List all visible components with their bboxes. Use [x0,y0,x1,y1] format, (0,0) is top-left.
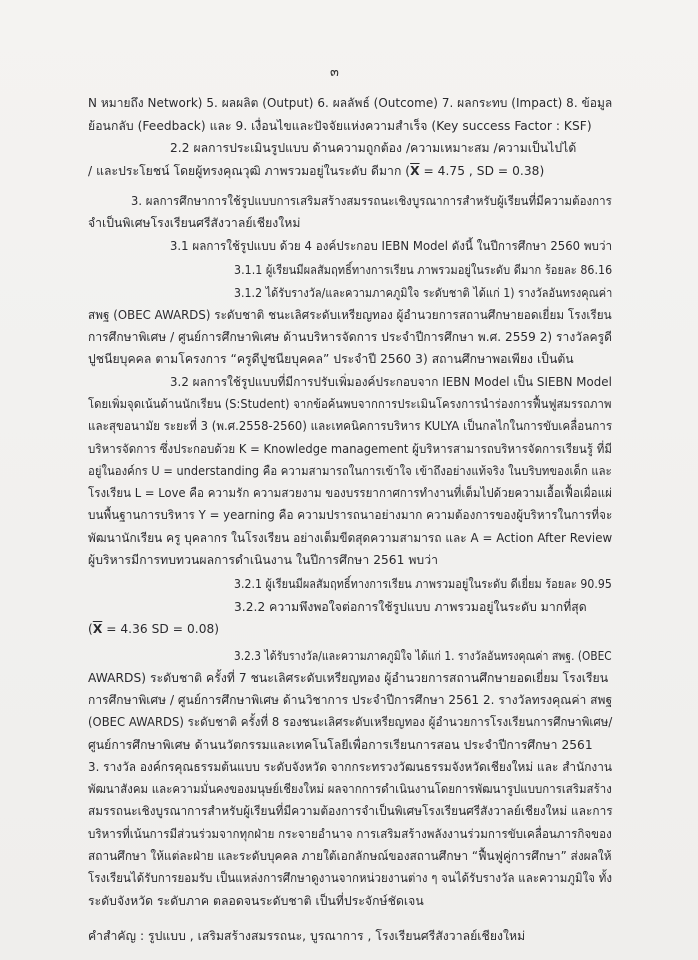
page-number: ๓ [330,65,339,80]
text-line: (OBEC AWARDS) ระดับชาติ ครั้งที่ 8 รองชนะเลิศระดับเหรียญทอง ผู้อำนวยการโรงเรียนการศึกษาพิเศษ/ [88,715,613,729]
text-line: บนพื้นฐานการบริหาร Y = yearning คือ ความปรารถนาอย่างมาก ความต้องการของผู้บริหารในการที่จะ [88,508,613,522]
text-line: สพฐ (OBEC AWARDS) ระดับชาติ ชนะเลิศระดับเหรียญทอง ผู้อำนวยการสถานศึกษายอดเยี่ยม โรงเรียน [88,308,612,322]
text-line: N หมายถึง Network) 5. ผลผลิต (Output) 6. ผลลัพธ์ (Outcome) 7. ผลกระทบ (Impact) 8. ข้อมูล [88,96,613,110]
text-line: จำเป็นพิเศษโรงเรียนศรีสังวาลย์เชียงใหม่ [88,216,301,230]
text-line: 3.2.3 ได้รับรางวัล/และความภาคภูมิใจ ได้แก่ 1. รางวัลอันทรงคุณค่า สพฐ. (OBEC [234,649,612,663]
text-line: สมรรถนะเชิงบูรณาการสำหรับผู้เรียนที่มีความต้องการจำเป็นพิเศษโรงเรียนศรีสังวาลย์เชียงใหม่ และการ [88,804,613,818]
text-line: อยู่ในองค์กร U = understanding คือ ความสามารถในการเข้าใจ เข้าถึงอย่างแท้จริง ในบริบทของเด็ก และ [88,464,612,478]
text-line: 3.2.2 ความพึงพอใจต่อการใช้รูปแบบ ภาพรวมอยู่ในระดับ มากที่สุด [234,600,587,614]
text-line: ปูชนียบุคคล ตามโครงการ “ครูดีปูชนียบุคคล” ประจำปี 2560 3) สถานศึกษาพอเพียง เป็นต้น [88,352,574,366]
text-line [88,163,544,179]
text-span: / และประโยชน์ โดยผู้ทรงคุณวุฒิ ภาพรวมอยู่ในระดับ ดีมาก ( [88,164,411,178]
text-line: 3.1.1 ผู้เรียนมีผลสัมฤทธิ์ทางการเรียน ภาพรวมอยู่ในระดับ ดีมาก ร้อยละ 86.16 [234,263,613,277]
text-span: = 4.75 , SD = 0.38) [419,164,545,178]
text-line: 3.1 ผลการใช้รูปแบบ ด้วย 4 องค์ประกอบ IEBN Model ดังนี้ ในปีการศึกษา 2560 พบว่า [170,239,613,253]
text-line: พัฒนานักเรียน ครู บุคลากร ในโรงเรียน อย่างเต็มขีดสุดความสามารถ และ A = Action After Review [88,531,613,545]
mean-symbol: $\overline{X}$ [410,164,420,178]
text-line: โรงเรียน L = Love คือ ความรัก ความสวยงาม ของบรรยากาศการทำงานที่เต็มไปด้วยความเอื้อเฟื้อเผื่อแผ่ [88,486,612,500]
text-line: 3. ผลการศึกษาการใช้รูปแบบการเสริมสร้างสมรรถนะเชิงบูรณาการสำหรับผู้เรียนที่มีความต้องการ [131,194,612,208]
text-line: ย้อนกลับ (Feedback) และ 9. เงื่อนไขและปัจจัยแห่งความสำเร็จ (Key success Factor : KSF) [88,119,592,133]
text-line [88,621,219,637]
text-span: = 4.36 SD = 0.08) [102,622,220,636]
text-line: บริหารที่เน้นการมีส่วนร่วมจากทุกฝ่าย กระจายอำนาจ การเสริมสร้างพลังงานร่วมการขับเคลื่อนภารกิจของ [88,827,612,841]
text-line: 3.2.1 ผู้เรียนมีผลสัมฤทธิ์ทางการเรียน ภาพรวมอยู่ในระดับ ดีเยี่ยม ร้อยละ 90.95 [234,577,612,591]
text-line: ผู้บริหารมีการทบทวนผลการดำเนินงาน ในปีการศึกษา 2561 พบว่า [88,553,438,567]
text-line: บริหารจัดการ ซึ่งประกอบด้วย K = Knowledge management ผู้บริหารสามารถบริหารจัดการเรียนรู้ ที่มี [88,442,612,456]
text-line: ระดับจังหวัด ระดับภาค ตลอดจนระดับชาติ เป็นที่ประจักษ์ชัดเจน [88,894,424,908]
text-line: 2.2 ผลการประเมินรูปแบบ ด้านความถูกต้อง /ความเหมาะสม /ความเป็นไปได้ [170,141,577,155]
text-line: โรงเรียนได้รับการยอมรับ เป็นแหล่งการศึกษาดูงานจากหน่วยงานต่าง ๆ จนได้รับรางวัล และความภูมิใจ ทั้ง [88,871,612,885]
mean-symbol: $\overline{X}$ [92,622,103,636]
text-line: 3. รางวัล องค์กรคุณธรรมต้นแบบ ระดับจังหวัด จากกระทรวงวัฒนธรรมจังหวัดเชียงใหม่ และ สำนักงาน [88,760,613,774]
text-line: 3.1.2 ได้รับรางวัล/และความภาคภูมิใจ ระดับชาติ ได้แก่ 1) รางวัลอันทรงคุณค่า [234,286,613,300]
text-line: การศึกษาพิเศษ / ศูนย์การศึกษาพิเศษ ด้านบริหารจัดการ ประจำปีการศึกษา พ.ศ. 2559 2) รางวัลครูดี [88,330,612,344]
text-line: 3.2 ผลการใช้รูปแบบที่มีการปรับเพิ่มองค์ประกอบจาก IEBN Model เป็น SIEBN Model [170,375,612,389]
text-line: การศึกษาพิเศษ / ศูนย์การศึกษาพิเศษ ด้านวิชาการ ประจำปีการศึกษา 2561 2. รางวัลทรงคุณค่า สพฐ [88,693,613,707]
text-line: AWARDS) ระดับชาติ ครั้งที่ 7 ชนะเลิศระดับเหรียญทอง ผู้อำนวยการสถานศึกษายอดเยี่ยม โรงเรียน [88,671,609,685]
text-line: สถานศึกษา ให้แต่ละฝ่าย และระดับบุคคล ภายใต้เอกลักษณ์ของสถานศึกษา “ฟื้นฟูคู่การศึกษา” ส่งผลให้ [88,849,612,863]
text-line: พัฒนาสังคม และความมั่นคงของมนุษย์เชียงใหม่ ผลจากการดำเนินงานโดยการพัฒนารูปแบบการเสริมสร้าง [88,782,612,796]
text-line: โดยเพิ่มจุดเน้นด้านนักเรียน (S:Student) จากข้อค้นพบจากการประเมินโครงการนำร่องการฟื้นฟูสมรรถภาพ [88,397,612,411]
text-line: และสุขอนามัย ระยะที่ 3 (พ.ศ.2558-2560) และเทคนิคการบริหาร KULYA เป็นกลไกในการขับเคลื่อนการ [88,419,613,433]
keywords-line: คำสำคัญ : รูปแบบ , เสริมสร้างสมรรถนะ, บูรณาการ , โรงเรียนศรีสังวาลย์เชียงใหม่ [88,929,526,943]
text-span: ( [88,622,93,636]
text-line: ศูนย์การศึกษาพิเศษ ด้านนวัตกรรมและเทคโนโลยีเพื่อการเรียนการสอน ประจำปีการศึกษา 2561 [88,738,593,752]
